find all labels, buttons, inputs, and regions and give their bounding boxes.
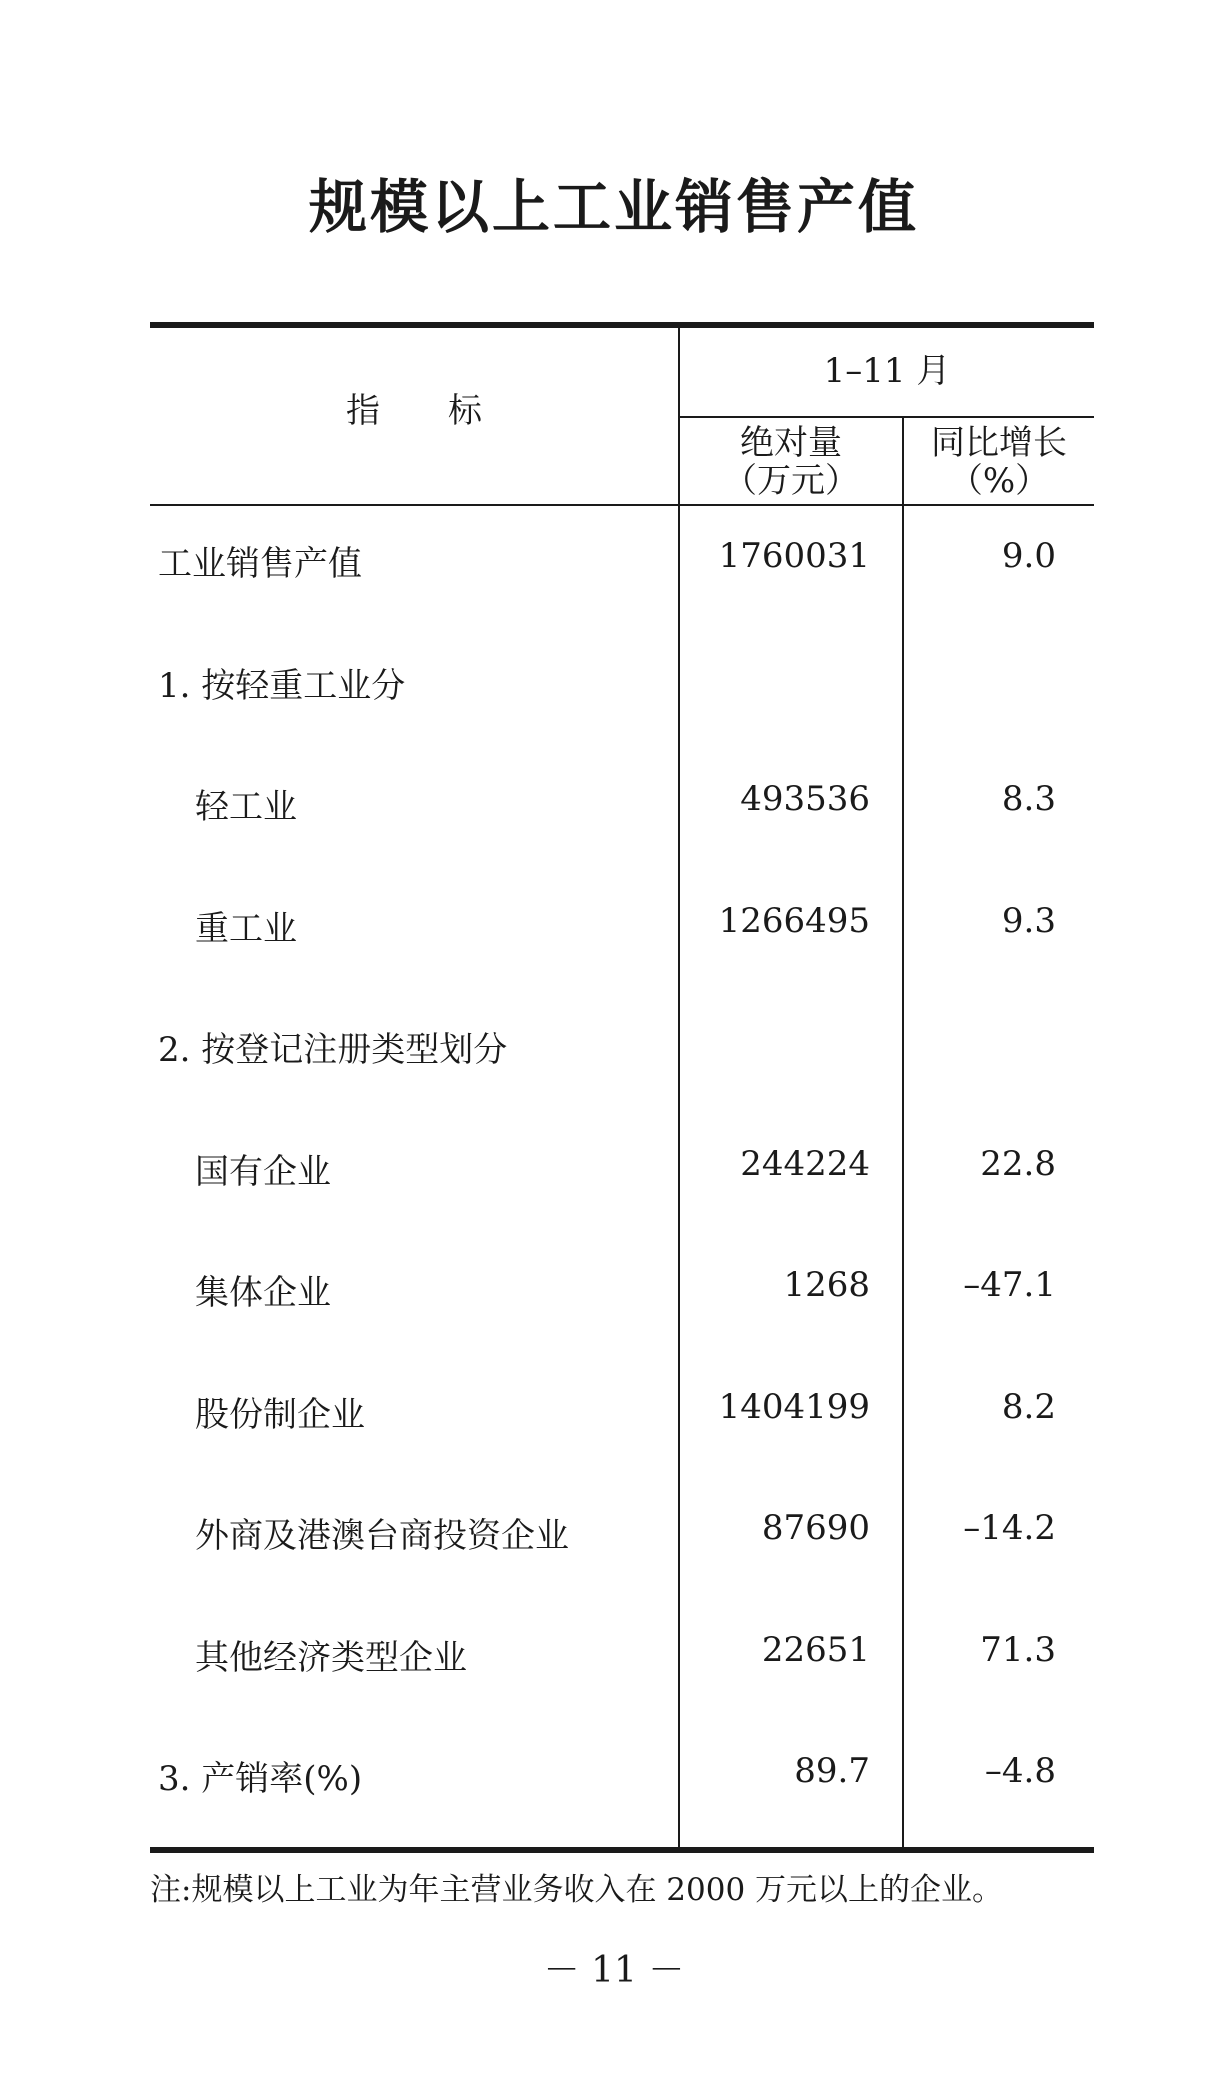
table-row [150, 526, 1094, 586]
page-title: 规模以上工业销售产值 [308, 173, 919, 241]
row-yoy-value: 9.3 [1001, 900, 1056, 941]
row-label: 外商及港澳台商投资企业 [195, 1516, 569, 1556]
row-label: 国有企业 [195, 1151, 331, 1192]
row-absolute-value: 1404199 [718, 1386, 870, 1427]
table-row [150, 648, 1094, 708]
header-absolute-unit: （万元） [723, 461, 859, 501]
row-yoy-value: –4.8 [984, 1751, 1056, 1791]
table-row [150, 1134, 1094, 1194]
page-number: － 11 － [543, 1950, 685, 1991]
row-absolute-value: 1268 [783, 1265, 870, 1305]
row-yoy-value: –14.2 [963, 1508, 1056, 1548]
table-row [150, 1498, 1094, 1558]
row-absolute-value: 22651 [761, 1629, 870, 1670]
table-row [150, 769, 1094, 829]
table-note: 注:规模以上工业为年主营业务收入在 2000 万元以上的企业。 [150, 1872, 1004, 1908]
header-absolute-label: 绝对量 [740, 423, 842, 463]
header-yoy-unit: （%） [948, 461, 1050, 501]
row-label: 1. 按轻重工业分 [158, 665, 406, 706]
table-row [150, 1741, 1094, 1801]
row-absolute-value: 493536 [740, 779, 870, 819]
row-absolute-value: 1760031 [718, 536, 870, 576]
row-label: 轻工业 [195, 787, 297, 827]
table-row [150, 1012, 1094, 1072]
header-bottom-line [150, 504, 1094, 506]
row-label: 2. 按登记注册类型划分 [158, 1030, 508, 1070]
row-label: 工业销售产值 [158, 544, 362, 584]
row-yoy-value: 71.3 [980, 1629, 1056, 1670]
row-yoy-value: 8.2 [1001, 1386, 1056, 1427]
header-absolute [680, 424, 902, 500]
row-absolute-value: 87690 [761, 1508, 870, 1548]
row-label: 3. 产销率(%) [158, 1759, 363, 1799]
row-absolute-value: 89.7 [794, 1751, 870, 1791]
table-row [150, 1620, 1094, 1680]
row-label: 其他经济类型企业 [195, 1637, 467, 1678]
row-yoy-value: –47.1 [963, 1265, 1056, 1305]
table-row [150, 1255, 1094, 1315]
row-label: 集体企业 [195, 1273, 331, 1313]
row-yoy-value: 22.8 [980, 1143, 1056, 1184]
header-yoy-label: 同比增长 [931, 423, 1067, 463]
table-row [150, 1377, 1094, 1437]
row-yoy-value: 9.0 [1001, 536, 1056, 576]
header-subdivider [680, 416, 1094, 418]
row-absolute-value: 244224 [740, 1143, 870, 1184]
data-table [150, 322, 1094, 1853]
header-yoy [904, 424, 1094, 500]
header-indicator: 指 标 [346, 391, 482, 431]
row-absolute-value: 1266495 [718, 900, 870, 941]
header-period: 1–11 月 [823, 351, 951, 391]
table-row [150, 891, 1094, 951]
row-label: 重工业 [195, 908, 297, 949]
row-yoy-value: 8.3 [1001, 779, 1056, 819]
row-label: 股份制企业 [195, 1394, 365, 1435]
